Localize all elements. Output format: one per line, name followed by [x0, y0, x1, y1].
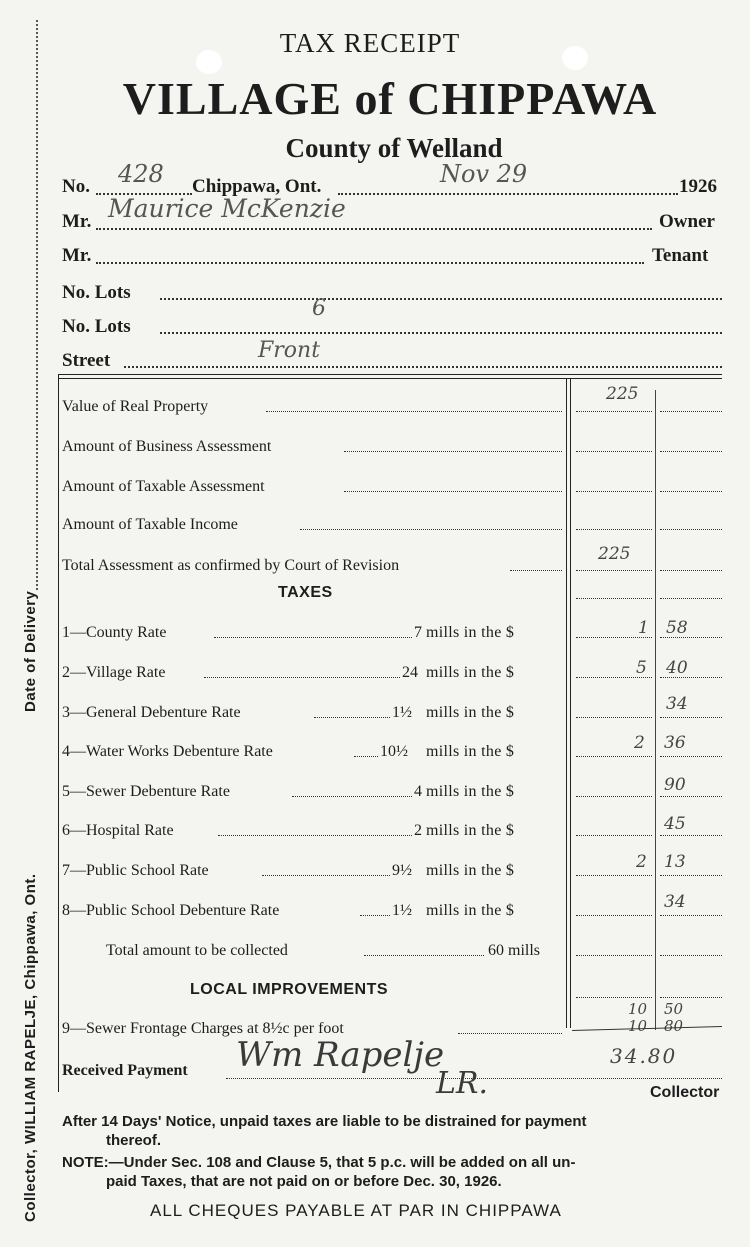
- amount-dots: [576, 796, 652, 797]
- mills-suffix: mills in the $: [426, 743, 515, 760]
- amount-dots: [660, 796, 722, 797]
- cents-divider: [655, 390, 656, 1030]
- mills-suffix: mills in the $: [426, 704, 515, 721]
- subtotal-cents: 80: [664, 1017, 684, 1035]
- row-dots: [314, 717, 390, 718]
- tax-label: 5—Sewer Debenture Rate: [62, 783, 230, 800]
- row-dots: [214, 637, 412, 638]
- amount-dots: [576, 955, 652, 956]
- amount-dots: [660, 451, 722, 452]
- received-payment-label: Received Payment: [62, 1062, 188, 1079]
- lots-dots: [160, 298, 722, 300]
- village-title: VILLAGE of CHIPPAWA: [122, 73, 658, 124]
- tax-cents: 34: [666, 694, 688, 714]
- row-dots: [510, 570, 562, 571]
- owner-label: Owner: [659, 211, 715, 232]
- assessment-value: 225: [598, 544, 631, 564]
- amount-dots: [660, 637, 722, 638]
- mills-suffix: mills in the $: [426, 822, 515, 839]
- row-dots: [344, 491, 562, 492]
- tax-label: 2—Village Rate: [62, 664, 166, 681]
- separator-line: [58, 378, 722, 379]
- amount-dots: [660, 915, 722, 916]
- amount-dots: [576, 677, 652, 678]
- amount-dots: [576, 529, 652, 530]
- receipt-date: Nov 29: [440, 160, 528, 188]
- row-dots: [204, 677, 400, 678]
- sewer-cents: 50: [664, 1000, 684, 1018]
- local-improvements-heading: LOCAL IMPROVEMENTS: [190, 981, 389, 998]
- notice-text: After 14 Days' Notice, unpaid taxes are liable to be distrained for payment: [62, 1113, 587, 1130]
- note-text-cont: paid Taxes, that are not paid on or before Dec. 30, 1926.: [106, 1173, 502, 1190]
- row-dots: [262, 875, 390, 876]
- tax-cents: 45: [664, 814, 686, 834]
- separator-line: [58, 374, 722, 375]
- no-label: No.: [62, 176, 90, 197]
- sewer-label: 9—Sewer Frontage Charges at 8½c per foot: [62, 1020, 344, 1037]
- table-left-border: [58, 374, 59, 1092]
- tax-mills: 10½: [380, 743, 408, 760]
- amount-dots: [576, 997, 652, 998]
- lots-value: 6: [312, 296, 326, 321]
- amount-dots: [660, 677, 722, 678]
- tax-mills: 2: [414, 822, 422, 839]
- mills-suffix: mills in the $: [426, 862, 515, 879]
- mills-suffix: mills in the $: [426, 624, 515, 641]
- collector-initials: LR.: [436, 1066, 489, 1101]
- tax-cents: 90: [664, 775, 686, 795]
- collector-side-label: Collector, WILLIAM RAPELJE, Chippawa, Ont.: [22, 873, 39, 1222]
- county-title: County of Welland: [285, 133, 503, 163]
- tax-cents: 36: [664, 733, 686, 753]
- row-dots: [354, 756, 378, 757]
- collector-signature: Wm Rapelje: [236, 1035, 445, 1075]
- amount-dots: [660, 955, 722, 956]
- year: 1926: [679, 176, 717, 197]
- mr-label: Mr.: [62, 211, 92, 232]
- mr-label: Mr.: [62, 245, 92, 266]
- tax-mills: 9½: [392, 862, 412, 879]
- owner-dots: [96, 228, 652, 230]
- row-dots: [360, 915, 390, 916]
- tax-cents: 58: [666, 618, 688, 638]
- amount-dots: [660, 411, 722, 412]
- amount-dots: [660, 875, 722, 876]
- row-dots: [292, 796, 412, 797]
- lots-label: No. Lots: [62, 282, 131, 303]
- date-of-delivery-label: Date of Delivery: [22, 590, 39, 712]
- tax-mills: 1½: [392, 902, 412, 919]
- amount-dots: [576, 756, 652, 757]
- note-text: NOTE:—Under Sec. 108 and Clause 5, that 5 p.c. will be added on all un-: [62, 1154, 576, 1171]
- amount-dots: [576, 717, 652, 718]
- amount-dots: [660, 997, 722, 998]
- tax-dollars: 1: [638, 618, 649, 638]
- amount-dots: [660, 529, 722, 530]
- subtotal-dollars: 10: [628, 1017, 648, 1035]
- street-value: Front: [258, 338, 321, 363]
- total-dots: [364, 955, 484, 956]
- collector-label: Collector: [650, 1084, 720, 1101]
- assessment-label: Amount of Taxable Assessment: [62, 478, 265, 495]
- amount-dots: [576, 451, 652, 452]
- payment-amount: 34.80: [610, 1044, 678, 1068]
- taxes-heading: TAXES: [278, 584, 333, 601]
- amount-dots: [576, 598, 652, 599]
- amount-dots: [660, 570, 722, 571]
- amount-dots: [576, 637, 652, 638]
- tax-label: 8—Public School Debenture Rate: [62, 902, 280, 919]
- mills-suffix: mills in the $: [426, 783, 515, 800]
- receipt-number: 428: [118, 160, 164, 188]
- lots-label: No. Lots: [62, 316, 131, 337]
- total-label: Total amount to be collected: [106, 942, 288, 959]
- tax-label: 1—County Rate: [62, 624, 167, 641]
- notice-text-cont: thereof.: [106, 1132, 162, 1149]
- tax-dollars: 2: [636, 852, 647, 872]
- lots-dots: [160, 332, 722, 334]
- cheques-notice: ALL CHEQUES PAYABLE AT PAR IN CHIPPAWA: [150, 1201, 562, 1220]
- amount-dots: [576, 491, 652, 492]
- tenant-label: Tenant: [652, 245, 709, 266]
- amount-dots: [660, 491, 722, 492]
- row-dots: [300, 529, 562, 530]
- tax-mills: 24: [402, 664, 418, 681]
- sewer-dollars: 10: [628, 1000, 648, 1018]
- mills-suffix: mills in the $: [426, 664, 515, 681]
- sewer-dots: [458, 1033, 562, 1034]
- owner-name: Maurice McKenzie: [108, 194, 346, 223]
- row-dots: [266, 411, 562, 412]
- column-divider: [566, 378, 567, 1028]
- street-label: Street: [62, 350, 111, 371]
- amount-dots: [660, 835, 722, 836]
- tenant-dots: [96, 262, 644, 264]
- tax-mills: 7: [414, 624, 422, 641]
- receipt-title: TAX RECEIPT: [279, 28, 461, 58]
- assessment-label: Amount of Business Assessment: [62, 438, 272, 455]
- tax-cents: 34: [664, 892, 686, 912]
- tax-label: 3—General Debenture Rate: [62, 704, 241, 721]
- tax-cents: 13: [664, 852, 686, 872]
- assessment-label: Total Assessment as confirmed by Court of Revision: [62, 557, 400, 574]
- tax-label: 6—Hospital Rate: [62, 822, 174, 839]
- assessment-label: Amount of Taxable Income: [62, 516, 238, 533]
- amount-dots: [576, 875, 652, 876]
- tax-label: 4—Water Works Debenture Rate: [62, 743, 273, 760]
- tax-dollars: 2: [634, 733, 645, 753]
- row-dots: [218, 835, 412, 836]
- total-mills: 60 mills: [488, 942, 541, 959]
- tax-mills: 4: [414, 783, 422, 800]
- amount-dots: [576, 411, 652, 412]
- date-dots: [338, 193, 678, 195]
- tax-mills: 1½: [392, 704, 412, 721]
- amount-dots: [576, 570, 652, 571]
- row-dots: [344, 451, 562, 452]
- amount-dots: [576, 835, 652, 836]
- mills-suffix: mills in the $: [426, 902, 515, 919]
- place-label: Chippawa, Ont.: [192, 176, 322, 197]
- column-divider: [570, 378, 571, 1028]
- amount-dots: [660, 598, 722, 599]
- amount-dots: [660, 756, 722, 757]
- amount-dots: [660, 717, 722, 718]
- assessment-label: Value of Real Property: [62, 398, 209, 415]
- amount-dots: [576, 915, 652, 916]
- tax-label: 7—Public School Rate: [62, 862, 209, 879]
- assessment-value: 225: [606, 384, 639, 404]
- tax-cents: 40: [666, 658, 688, 678]
- street-dots: [124, 366, 722, 368]
- tax-dollars: 5: [636, 658, 647, 678]
